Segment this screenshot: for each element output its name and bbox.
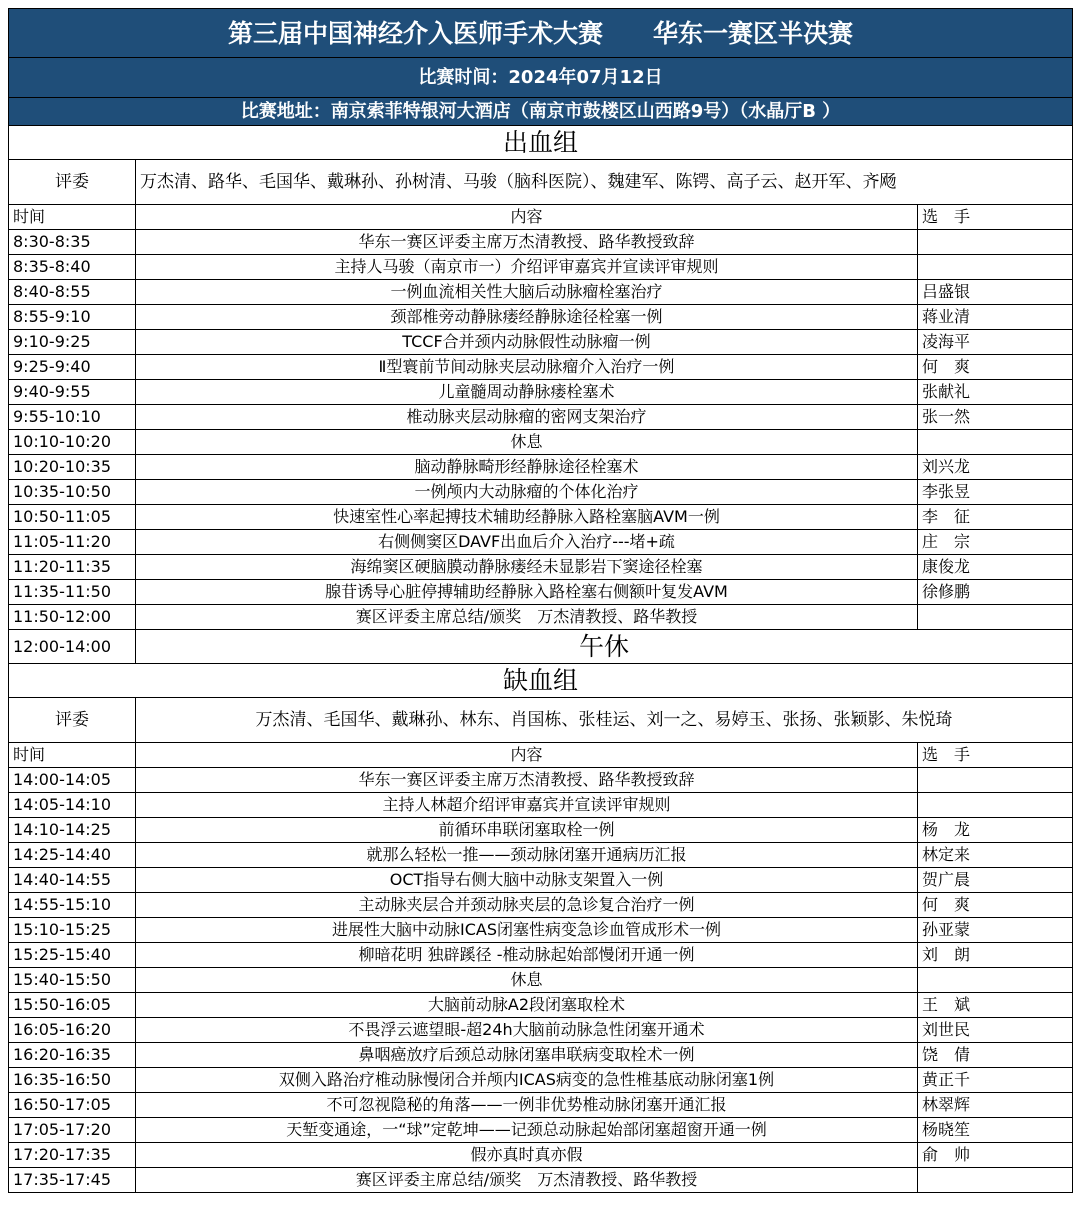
schedule-row — [9, 1018, 1073, 1043]
schedule-row — [9, 1068, 1073, 1093]
schedule-row — [9, 555, 1073, 580]
event-title: 第三届中国神经介入医师手术大赛 华东一赛区半决赛 — [9, 9, 1073, 58]
schedule-table — [8, 8, 1073, 1193]
date-row — [9, 58, 1073, 98]
schedule-row — [9, 380, 1073, 405]
slot-time: 16:50-17:05 — [9, 1093, 136, 1118]
judges-row — [9, 160, 1073, 205]
schedule-row — [9, 1043, 1073, 1068]
schedule-sheet — [8, 8, 1072, 1193]
slot-content: 就那么轻松一推——颈动脉闭塞开通病历汇报 — [136, 843, 918, 868]
slot-content: 主持人林超介绍评审嘉宾并宣读评审规则 — [136, 793, 918, 818]
slot-player: 李张昱 — [918, 480, 1073, 505]
slot-content: 华东一赛区评委主席万杰清教授、路华教授致辞 — [136, 768, 918, 793]
schedule-row — [9, 1093, 1073, 1118]
slot-time: 14:40-14:55 — [9, 868, 136, 893]
judges-row — [9, 698, 1073, 743]
lunch-row — [9, 630, 1073, 664]
schedule-row — [9, 918, 1073, 943]
schedule-row — [9, 768, 1073, 793]
slot-content: TCCF合并颈内动脉假性动脉瘤一例 — [136, 330, 918, 355]
slot-time: 11:05-11:20 — [9, 530, 136, 555]
event-date: 比赛时间：2024年07月12日 — [9, 58, 1073, 98]
slot-time: 15:50-16:05 — [9, 993, 136, 1018]
slot-content: 休息 — [136, 430, 918, 455]
slot-player: 刘兴龙 — [918, 455, 1073, 480]
slot-content: 不可忽视隐秘的角落——一例非优势椎动脉闭塞开通汇报 — [136, 1093, 918, 1118]
schedule-row — [9, 943, 1073, 968]
slot-content: OCT指导右侧大脑中动脉支架置入一例 — [136, 868, 918, 893]
schedule-row — [9, 280, 1073, 305]
schedule-row — [9, 818, 1073, 843]
slot-content: 海绵窦区硬脑膜动静脉瘘经未显影岩下窦途径栓塞 — [136, 555, 918, 580]
slot-time: 10:10-10:20 — [9, 430, 136, 455]
slot-time: 11:20-11:35 — [9, 555, 136, 580]
slot-time: 8:55-9:10 — [9, 305, 136, 330]
lunch-time: 12:00-14:00 — [9, 630, 136, 664]
slot-content: 赛区评委主席总结/颁奖 万杰清教授、路华教授 — [136, 605, 918, 630]
column-header-row — [9, 743, 1073, 768]
schedule-row — [9, 255, 1073, 280]
column-header-row — [9, 205, 1073, 230]
schedule-row — [9, 1143, 1073, 1168]
title-row — [9, 9, 1073, 58]
slot-player: 杨 龙 — [918, 818, 1073, 843]
slot-player: 王 斌 — [918, 993, 1073, 1018]
slot-time: 8:40-8:55 — [9, 280, 136, 305]
schedule-row — [9, 455, 1073, 480]
slot-time: 14:10-14:25 — [9, 818, 136, 843]
schedule-row — [9, 505, 1073, 530]
slot-time: 17:05-17:20 — [9, 1118, 136, 1143]
schedule-row — [9, 893, 1073, 918]
slot-player: 刘 朗 — [918, 943, 1073, 968]
schedule-row — [9, 868, 1073, 893]
slot-player: 康俊龙 — [918, 555, 1073, 580]
slot-time: 11:50-12:00 — [9, 605, 136, 630]
schedule-row — [9, 968, 1073, 993]
slot-time: 10:35-10:50 — [9, 480, 136, 505]
slot-player: 凌海平 — [918, 330, 1073, 355]
slot-time: 15:40-15:50 — [9, 968, 136, 993]
schedule-row — [9, 793, 1073, 818]
slot-time: 9:10-9:25 — [9, 330, 136, 355]
judges-label: 评委 — [9, 698, 136, 743]
slot-player: 李 征 — [918, 505, 1073, 530]
slot-content: 颈部椎旁动静脉瘘经静脉途径栓塞一例 — [136, 305, 918, 330]
event-venue: 比赛地址：南京索菲特银河大酒店（南京市鼓楼区山西路9号）（水晶厅B ） — [9, 98, 1073, 126]
slot-content: 进展性大脑中动脉ICAS闭塞性病变急诊血管成形术一例 — [136, 918, 918, 943]
judges-list: 万杰清、毛国华、戴琳孙、林东、肖国栋、张桂运、刘一之、易婷玉、张扬、张颖影、朱悦琦 — [136, 698, 1073, 743]
judges-label: 评委 — [9, 160, 136, 205]
schedule-row — [9, 1168, 1073, 1193]
slot-player — [918, 968, 1073, 993]
slot-content: 天堑变通途，一“球”定乾坤——记颈总动脉起始部闭塞超窗开通一例 — [136, 1118, 918, 1143]
slot-time: 15:10-15:25 — [9, 918, 136, 943]
slot-content: 一例颅内大动脉瘤的个体化治疗 — [136, 480, 918, 505]
slot-time: 11:35-11:50 — [9, 580, 136, 605]
slot-content: 华东一赛区评委主席万杰清教授、路华教授致辞 — [136, 230, 918, 255]
schedule-row — [9, 580, 1073, 605]
col-header-player: 选 手 — [918, 743, 1073, 768]
schedule-row — [9, 430, 1073, 455]
slot-time: 17:20-17:35 — [9, 1143, 136, 1168]
slot-time: 14:05-14:10 — [9, 793, 136, 818]
slot-time: 10:50-11:05 — [9, 505, 136, 530]
lunch-label: 午休 — [136, 630, 1073, 664]
col-header-time: 时间 — [9, 205, 136, 230]
col-header-content: 内容 — [136, 205, 918, 230]
slot-player: 杨晓笙 — [918, 1118, 1073, 1143]
slot-time: 10:20-10:35 — [9, 455, 136, 480]
schedule-row — [9, 305, 1073, 330]
schedule-row — [9, 480, 1073, 505]
col-header-player: 选 手 — [918, 205, 1073, 230]
slot-time: 8:30-8:35 — [9, 230, 136, 255]
slot-content: 腺苷诱导心脏停搏辅助经静脉入路栓塞右侧额叶复发AVM — [136, 580, 918, 605]
schedule-row — [9, 530, 1073, 555]
slot-content: 前循环串联闭塞取栓一例 — [136, 818, 918, 843]
slot-time: 9:25-9:40 — [9, 355, 136, 380]
slot-time: 15:25-15:40 — [9, 943, 136, 968]
col-header-content: 内容 — [136, 743, 918, 768]
section-title: 出血组 — [9, 126, 1073, 160]
slot-time: 17:35-17:45 — [9, 1168, 136, 1193]
slot-player: 黄正千 — [918, 1068, 1073, 1093]
slot-player — [918, 1168, 1073, 1193]
slot-player — [918, 605, 1073, 630]
slot-time: 16:20-16:35 — [9, 1043, 136, 1068]
slot-player: 饶 倩 — [918, 1043, 1073, 1068]
slot-time: 14:25-14:40 — [9, 843, 136, 868]
slot-player — [918, 430, 1073, 455]
judges-list: 万杰清、路华、毛国华、戴琳孙、孙树清、马骏（脑科医院）、魏建军、陈锷、高子云、赵开军、齐飏 — [136, 160, 1073, 205]
slot-content: 椎动脉夹层动脉瘤的密网支架治疗 — [136, 405, 918, 430]
slot-content: 赛区评委主席总结/颁奖 万杰清教授、路华教授 — [136, 1168, 918, 1193]
slot-time: 9:55-10:10 — [9, 405, 136, 430]
schedule-row — [9, 355, 1073, 380]
schedule-row — [9, 605, 1073, 630]
slot-content: 柳暗花明 独辟蹊径 -椎动脉起始部慢闭开通一例 — [136, 943, 918, 968]
schedule-row — [9, 230, 1073, 255]
slot-content: 右侧侧窦区DAVF出血后介入治疗---堵+疏 — [136, 530, 918, 555]
section-title-row — [9, 664, 1073, 698]
schedule-row — [9, 330, 1073, 355]
col-header-time: 时间 — [9, 743, 136, 768]
slot-player — [918, 255, 1073, 280]
schedule-row — [9, 1118, 1073, 1143]
slot-player: 孙亚蒙 — [918, 918, 1073, 943]
slot-player: 吕盛银 — [918, 280, 1073, 305]
slot-time: 14:00-14:05 — [9, 768, 136, 793]
venue-row — [9, 98, 1073, 126]
slot-player: 贺广晨 — [918, 868, 1073, 893]
slot-player: 庄 宗 — [918, 530, 1073, 555]
schedule-row — [9, 843, 1073, 868]
slot-player: 林定来 — [918, 843, 1073, 868]
slot-player — [918, 230, 1073, 255]
slot-content: 主动脉夹层合并颈动脉夹层的急诊复合治疗一例 — [136, 893, 918, 918]
slot-content: 脑动静脉畸形经静脉途径栓塞术 — [136, 455, 918, 480]
slot-player: 刘世民 — [918, 1018, 1073, 1043]
slot-content: 主持人马骏（南京市一）介绍评审嘉宾并宣读评审规则 — [136, 255, 918, 280]
schedule-row — [9, 405, 1073, 430]
slot-content: 双侧入路治疗椎动脉慢闭合并颅内ICAS病变的急性椎基底动脉闭塞1例 — [136, 1068, 918, 1093]
slot-player: 张献礼 — [918, 380, 1073, 405]
slot-player: 何 爽 — [918, 893, 1073, 918]
slot-content: 不畏浮云遮望眼-超24h大脑前动脉急性闭塞开通术 — [136, 1018, 918, 1043]
slot-player — [918, 768, 1073, 793]
slot-content: 假亦真时真亦假 — [136, 1143, 918, 1168]
slot-content: 鼻咽癌放疗后颈总动脉闭塞串联病变取栓术一例 — [136, 1043, 918, 1068]
slot-content: 快速室性心率起搏技术辅助经静脉入路栓塞脑AVM一例 — [136, 505, 918, 530]
slot-content: Ⅱ型寰前节间动脉夹层动脉瘤介入治疗一例 — [136, 355, 918, 380]
section-title: 缺血组 — [9, 664, 1073, 698]
slot-time: 16:05-16:20 — [9, 1018, 136, 1043]
slot-player: 徐修鹏 — [918, 580, 1073, 605]
slot-player: 俞 帅 — [918, 1143, 1073, 1168]
slot-content: 休息 — [136, 968, 918, 993]
slot-player: 张一然 — [918, 405, 1073, 430]
slot-time: 9:40-9:55 — [9, 380, 136, 405]
slot-time: 16:35-16:50 — [9, 1068, 136, 1093]
slot-content: 大脑前动脉A2段闭塞取栓术 — [136, 993, 918, 1018]
slot-player: 林翠辉 — [918, 1093, 1073, 1118]
slot-content: 一例血流相关性大脑后动脉瘤栓塞治疗 — [136, 280, 918, 305]
slot-player — [918, 793, 1073, 818]
slot-time: 8:35-8:40 — [9, 255, 136, 280]
slot-player: 何 爽 — [918, 355, 1073, 380]
slot-time: 14:55-15:10 — [9, 893, 136, 918]
schedule-row — [9, 993, 1073, 1018]
section-title-row — [9, 126, 1073, 160]
slot-player: 蒋业清 — [918, 305, 1073, 330]
slot-content: 儿童髓周动静脉瘘栓塞术 — [136, 380, 918, 405]
